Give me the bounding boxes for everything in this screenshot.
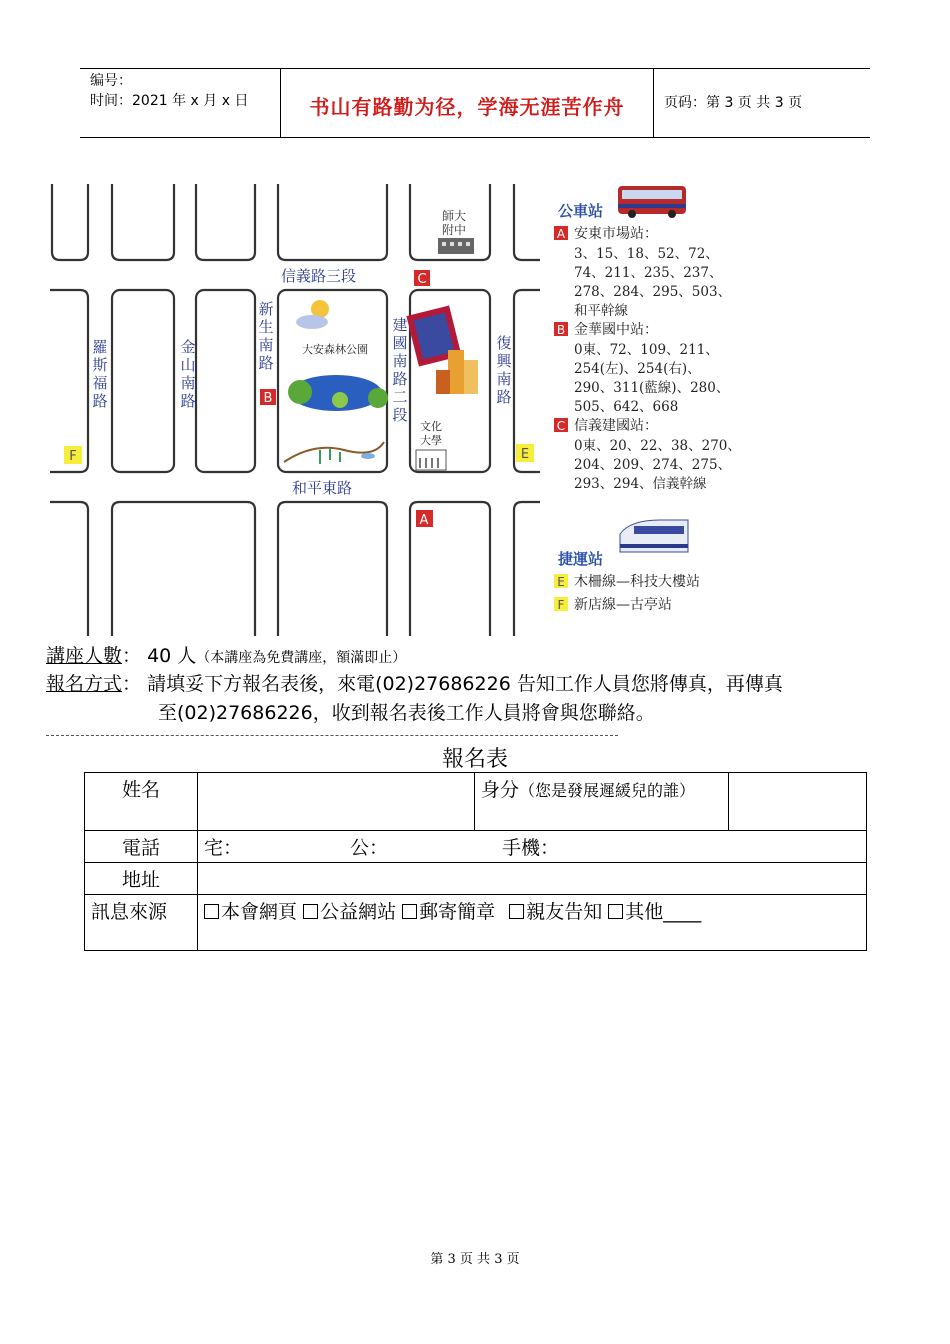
seats-colon: ： bbox=[122, 645, 142, 667]
name-field[interactable] bbox=[198, 773, 475, 831]
form-row-phone bbox=[85, 831, 867, 863]
dashed-divider bbox=[46, 735, 618, 736]
legend-f-letter: F bbox=[557, 598, 565, 612]
header-motto-cell bbox=[281, 69, 654, 137]
option-website[interactable] bbox=[204, 901, 297, 923]
legend-b-lines bbox=[574, 341, 729, 415]
legend-b-line: 254(左)、254(右)、 bbox=[574, 361, 701, 377]
page-label: 页码：第 3 页 共 3 页 bbox=[664, 95, 803, 111]
marker-b bbox=[260, 389, 276, 406]
legend-e-letter: E bbox=[557, 575, 565, 589]
legend-b-line: 0東、72、109、211、 bbox=[574, 342, 719, 358]
source-options bbox=[198, 895, 867, 951]
option-charity-label: 公益網站 bbox=[320, 901, 397, 923]
option-mail[interactable] bbox=[402, 901, 495, 923]
park-label: 大安森林公園 bbox=[302, 343, 368, 356]
checkbox-website[interactable] bbox=[204, 904, 219, 919]
mrt-section-title: 捷運站 bbox=[558, 550, 604, 568]
marker-a bbox=[416, 510, 433, 528]
mobile-phone-label: 手機： bbox=[502, 837, 560, 859]
marker-e bbox=[516, 444, 534, 462]
legend-a-line: 3、15、18、52、72、 bbox=[574, 246, 719, 262]
university-label-1 bbox=[420, 419, 442, 433]
legend-a-line: 和平幹線 bbox=[574, 303, 628, 319]
option-website-label: 本會網頁 bbox=[221, 901, 298, 923]
road-jinshan: 金山南路 bbox=[180, 338, 196, 410]
option-friends[interactable] bbox=[509, 901, 602, 923]
phone-fields[interactable] bbox=[198, 831, 867, 863]
road-xinyi: 信義路三段 bbox=[281, 267, 357, 285]
legend-a-line: 278、284、295、503、 bbox=[574, 284, 732, 300]
signup-line-1 bbox=[46, 670, 783, 698]
legend-f-name: 新店線—古亭站 bbox=[574, 597, 672, 613]
legend-a-name: 安東市場站： bbox=[574, 226, 658, 242]
road-luosifu: 羅斯福路 bbox=[92, 338, 108, 410]
form-row-name bbox=[85, 773, 867, 831]
legend-c-line: 0東、20、22、38、270、 bbox=[574, 438, 741, 454]
legend-e-name: 木柵線—科技大樓站 bbox=[574, 574, 700, 590]
identity-field[interactable] bbox=[729, 773, 867, 831]
legend-b-line: 505、642、668 bbox=[574, 399, 679, 415]
legend-c-line: 293、294、信義幹線 bbox=[574, 476, 707, 492]
number-label: 编号： bbox=[90, 73, 132, 89]
building-illustration-icon bbox=[406, 305, 478, 394]
marker-c bbox=[414, 270, 430, 287]
train-icon bbox=[620, 520, 688, 552]
legend-b-letter: B bbox=[556, 323, 566, 337]
source-label: 訊息來源 bbox=[85, 895, 198, 951]
marker-e-label: E bbox=[520, 447, 530, 462]
road-fuxing: 復興南路 bbox=[496, 334, 512, 406]
signup-text-2: 至(02)27686226，收到報名表後工作人員將會與您聯絡。 bbox=[158, 702, 655, 724]
legend-a-line: 74、211、235、237、 bbox=[574, 265, 723, 281]
option-other[interactable] bbox=[608, 901, 701, 923]
road-xinsheng: 新生南路 bbox=[258, 300, 274, 372]
option-friends-label: 親友告知 bbox=[526, 901, 603, 923]
road-heping: 和平東路 bbox=[292, 479, 353, 497]
date-label: 时间：2021 年 x 月 x 日 bbox=[90, 93, 249, 109]
checkbox-friends[interactable] bbox=[509, 904, 524, 919]
name-label: 姓名 bbox=[85, 773, 198, 831]
checkbox-other[interactable] bbox=[608, 904, 623, 919]
form-row-source bbox=[85, 895, 867, 951]
legend-c-line: 204、209、274、275、 bbox=[574, 457, 732, 473]
seats-note: （本講座為免費講座，額滿即止） bbox=[196, 650, 407, 666]
address-field[interactable] bbox=[198, 863, 867, 895]
legend-c-name: 信義建國站： bbox=[574, 418, 658, 434]
checkbox-mail[interactable] bbox=[402, 904, 417, 919]
legend-c-lines bbox=[574, 437, 741, 492]
signup-text-1: 請填妥下方報名表後，來電(02)27686226 告知工作人員您將傳真，再傳真 bbox=[147, 673, 783, 695]
header-left-cell bbox=[80, 69, 281, 137]
university-label-l1: 文化 bbox=[420, 420, 442, 433]
signup-colon: ： bbox=[122, 673, 142, 695]
signup-label: 報名方式 bbox=[46, 673, 123, 695]
marker-f-label: F bbox=[69, 449, 77, 464]
option-mail-label: 郵寄簡章 bbox=[419, 901, 496, 923]
bus-icon bbox=[618, 186, 686, 218]
legend-c-letter: C bbox=[556, 419, 566, 433]
registration-form bbox=[84, 772, 867, 951]
legend-a-letter: A bbox=[556, 227, 566, 241]
identity-cell bbox=[475, 773, 729, 831]
marker-b-label: B bbox=[263, 391, 273, 406]
address-label: 地址 bbox=[85, 863, 198, 895]
form-row-address bbox=[85, 863, 867, 895]
location-map bbox=[44, 180, 764, 640]
landmark-shida bbox=[442, 208, 466, 223]
option-other-label: 其他____ bbox=[625, 901, 702, 923]
phone-label: 電話 bbox=[85, 831, 198, 863]
legend-b-line: 290、311(藍線)、280、 bbox=[574, 380, 730, 396]
landmark-shida-l1: 師大 bbox=[442, 209, 467, 223]
identity-label: 身分 bbox=[481, 779, 520, 801]
marker-a-label: A bbox=[419, 513, 429, 528]
seats-value: 40 人 bbox=[147, 645, 197, 667]
landmark-shida-2 bbox=[442, 222, 466, 237]
header-right-cell bbox=[654, 69, 870, 137]
page-footer: 第 3 页 共 3 页 bbox=[430, 1252, 520, 1267]
marker-f bbox=[64, 446, 82, 464]
legend-a-lines bbox=[574, 246, 731, 319]
home-phone-label: 宅： bbox=[204, 837, 243, 859]
option-charity[interactable] bbox=[303, 901, 396, 923]
university-label-l2: 大學 bbox=[420, 434, 442, 447]
park-illustration-icon bbox=[284, 300, 388, 464]
page-header bbox=[80, 68, 870, 138]
bus-section-title: 公車站 bbox=[558, 202, 604, 220]
checkbox-charity[interactable] bbox=[303, 904, 318, 919]
landmark-shida-l2: 附中 bbox=[442, 223, 467, 237]
legend-b-name: 金華國中站： bbox=[574, 322, 658, 338]
school-building-icon bbox=[438, 238, 474, 254]
identity-note: （您是發展遲緩兒的誰） bbox=[519, 781, 696, 800]
marker-c-label: C bbox=[417, 272, 427, 287]
university-label-2 bbox=[420, 433, 442, 447]
form-title: 報名表 bbox=[441, 747, 508, 772]
motto: 书山有路勤为径，学海无涯苦作舟 bbox=[309, 95, 625, 119]
seats-label: 講座人數 bbox=[46, 645, 123, 667]
office-phone-label: 公： bbox=[350, 837, 389, 859]
seats-line bbox=[46, 642, 406, 672]
road-jianguo: 建國南路二段 bbox=[392, 316, 408, 424]
